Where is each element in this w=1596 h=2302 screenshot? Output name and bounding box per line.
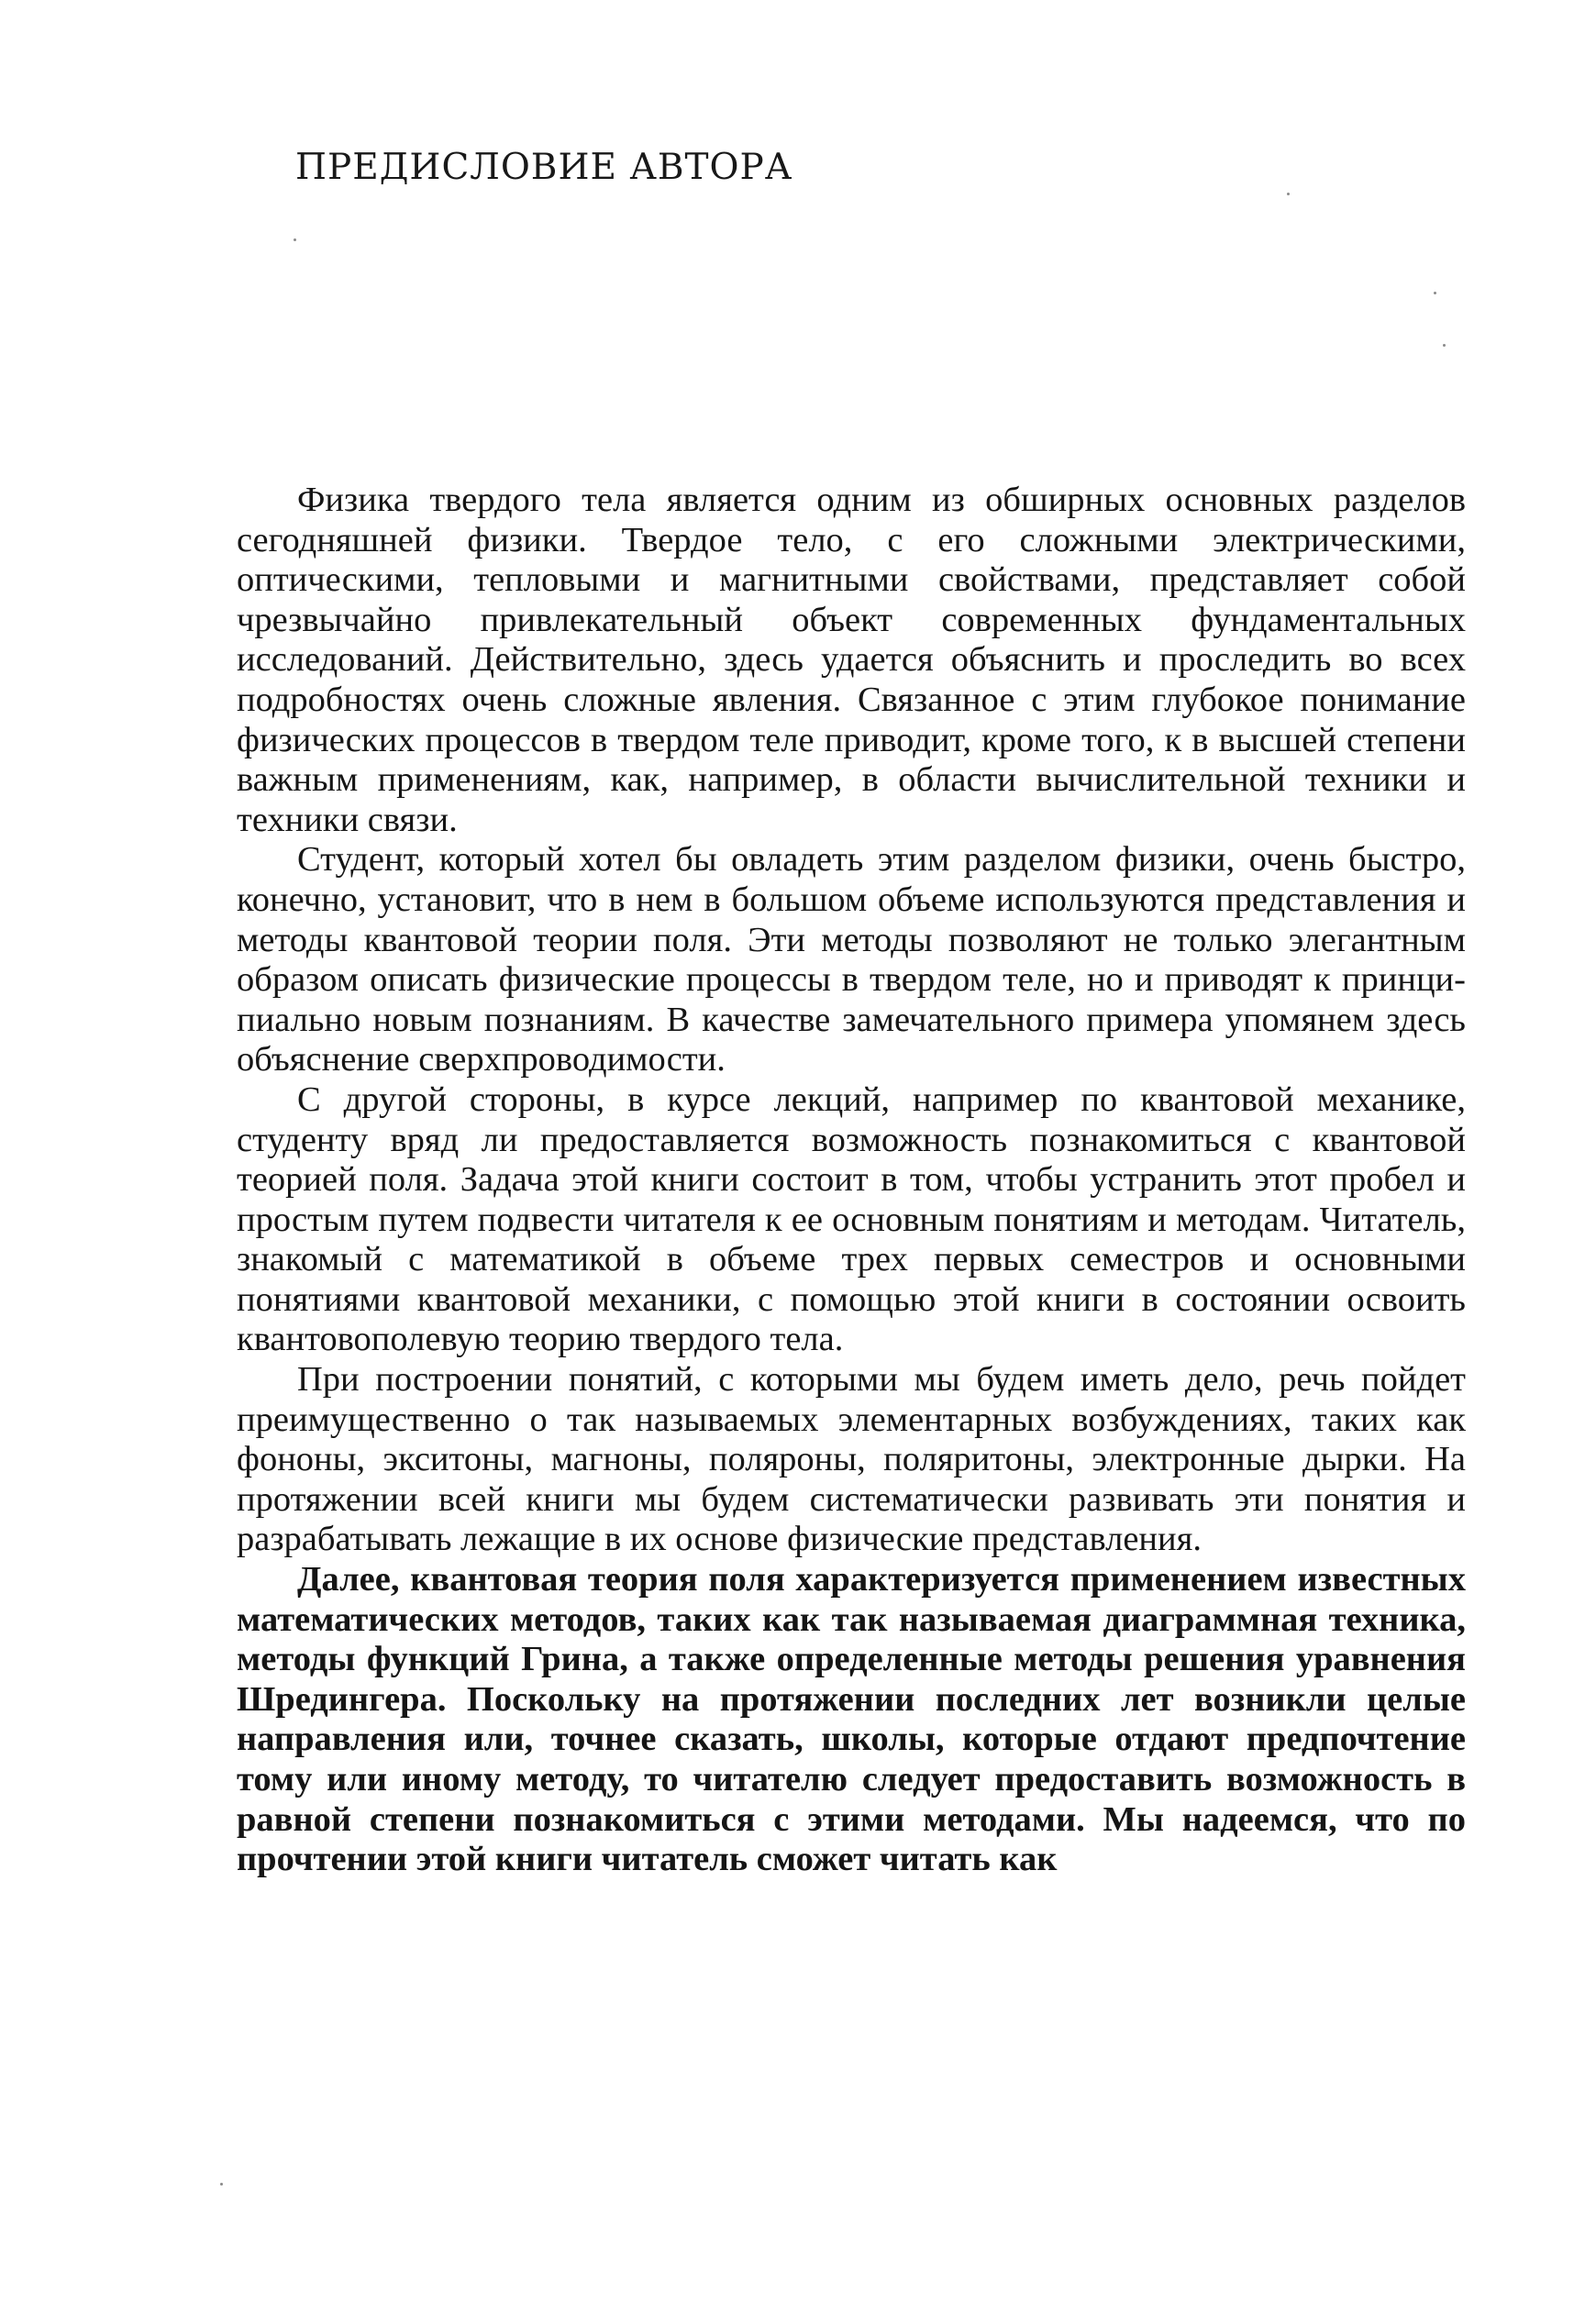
page-title: ПРЕДИСЛОВИЕ АВТОРА xyxy=(295,147,793,188)
paragraph: Физика твердого тела является одним из обширных основных разделов сегодняшней физики. Твердое тело, с его сложными электрическими, оптическими, тепловыми и магнитными свойствами, представляет собой чрезвычайно привлекательный объект современных фундаментальных исследований. Действительно, здесь удается объяснить и проследить во всех подробностях очень сложные явления. Связанное с этим глубокое понимание физических процессов в твердом теле приводит, кроме того, к в высшей степени важным применениям, как, например, в области вычислительной техники и техники связи. xyxy=(237,481,1466,839)
preface-body xyxy=(237,481,1466,1880)
scan-speck xyxy=(294,238,296,241)
paragraph: С другой стороны, в курсе лекций, например по квантовой механике, студенту вряд ли предоставляется возможность познакомиться с квантовой теорией поля. Задача этой книги состоит в том, чтобы устранить этот пробел и простым путем подвести читателя к ее основным понятиям и методам. Читатель, знакомый с математикой в объеме трех первых семестров и основными понятиями квантовой механики, с помощью этой книги в состоянии освоить квантовополевую теорию твердого тела. xyxy=(237,1079,1466,1359)
paragraph: Далее, квантовая теория поля характеризуется применением известных математических методов, таких как так называемая диаграммная техника, методы функций Грина, а также определенные методы решения уравнения Шредингера. Поскольку на протяжении последних лет возникли целые направления или, точнее сказать, школы, которые отдают предпочтение тому или иному методу, то читателю следует предоставить возможность в равной степени познакомиться с этими методами. Мы надеемся, что по прочтении этой книги читатель сможет читать как xyxy=(237,1560,1466,1879)
scan-speck xyxy=(1287,193,1290,195)
scan-speck xyxy=(220,2183,223,2186)
paragraph: При построении понятий, с которыми мы будем иметь дело, речь пойдет преимущественно о так называемых элементарных возбуждениях, таких как фононы, экситоны, магноны, поляроны, поляритоны, электронные дырки. На протяжении всей книги мы будем систематически развивать эти понятия и разрабатывать лежащие в их основе физические представления. xyxy=(237,1360,1466,1559)
scan-speck xyxy=(1443,344,1446,347)
scan-speck xyxy=(1434,292,1436,294)
paragraph: Студент, который хотел бы овладеть этим разделом физики, очень быстро, конечно, установит, что в нем в большом объеме используются представления и методы квантовой теории поля. Эти методы позволяют не только элегантным образом описать физические процессы в твердом теле, но и приводят к принципиально новым познаниям. В качестве замечательного примера упомянем здесь объяснение сверхпроводимости. xyxy=(237,840,1466,1079)
